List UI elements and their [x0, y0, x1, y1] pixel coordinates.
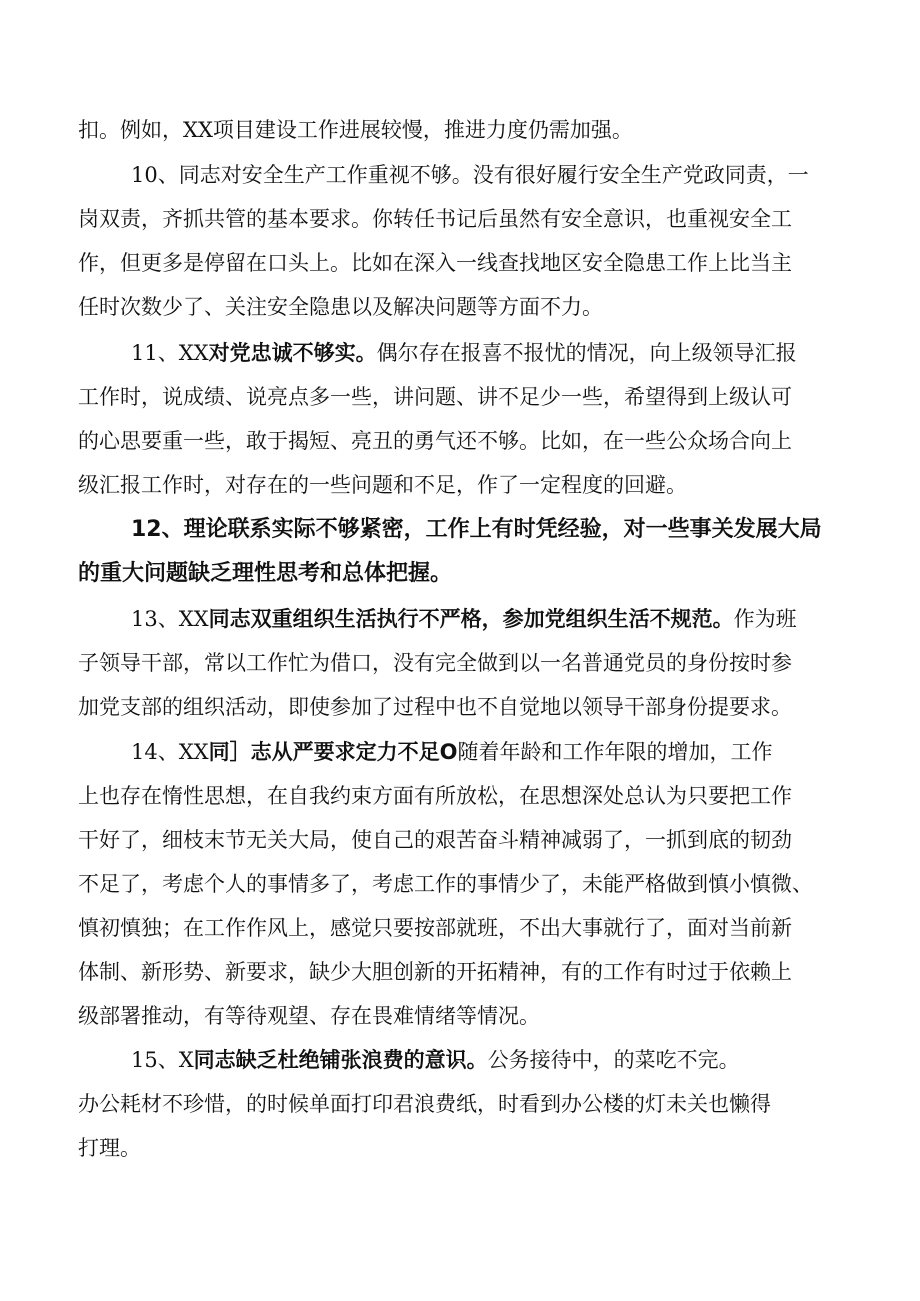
text-line: 加党支部的组织活动，即使参加了过程中也不自觉地以领导干部身份提要求。 [78, 695, 792, 719]
item-heading: 同志双重组织生活执行不严格，参加党组织生活不规范。 [208, 607, 734, 631]
item-text: 偶尔存在报喜不报忧的情况，向上级领导汇报 [376, 341, 797, 365]
text-line: 作，但更多是停留在口头上。比如在深入一线查找地区安全隐患工作上比当主 [78, 251, 792, 275]
item-text: 公务接待中，的菜吃不完。 [487, 1048, 740, 1072]
text-line: 的心思要重一些，敢于揭短、亮丑的勇气还不够。比如，在一些公众场合向上 [78, 429, 792, 453]
item-number: 14、XX [131, 740, 209, 764]
text-line: 级汇报工作时，对存在的一些问题和不足，作了一定程度的回避。 [78, 473, 687, 497]
item-number: 15、X [131, 1048, 194, 1072]
text-line: 慎初慎独；在工作作风上，感觉只要按部就班，不出大事就行了，面对当前新 [78, 916, 792, 940]
item-heading: 同志缺乏杜绝铺张浪费的意识。 [193, 1048, 488, 1072]
text-line: 岗双责，齐抓共管的基本要求。你转任书记后虽然有安全意识，也重视安全工 [78, 207, 792, 231]
text-line: 工作时，说成绩、说亮点多一些，讲问题、讲不足少一些，希望得到上级认可 [78, 385, 792, 409]
paragraph-11-start [131, 340, 797, 366]
item-number: 11、XX [131, 341, 209, 365]
paragraph-12-heading: 12、理论联系实际不够紧密，工作上有时凭经验，对一些事关发展大局 [131, 517, 822, 542]
item-number: 13、XX [131, 607, 209, 631]
paragraph-15-start [131, 1047, 740, 1073]
text-line: 体制、新形势、新要求，缺少大胆创新的开拓精神，有的工作有时过于依赖上 [78, 960, 792, 984]
text-line: 办公耗材不珍惜，的时候单面打印君浪费纸，时看到办公楼的灯未关也懒得 [78, 1092, 771, 1116]
paragraph-12-heading-cont: 的重大问题缺乏理性思考和总体把握。 [78, 561, 453, 586]
text-line: 任时次数少了、关注安全隐患以及解决问题等方面不力。 [78, 295, 603, 319]
text-line: 上也存在惰性思想，在自我约束方面有所放松，在思想深处总认为只要把工作 [78, 784, 792, 808]
paragraph-14-start [131, 739, 772, 765]
item-text: 作为班 [733, 607, 797, 631]
item-text: 随着年龄和工作年限的增加，工作 [457, 740, 773, 764]
paragraph-13-start [131, 606, 797, 632]
text-line: 级部署推动，有等待观望、存在畏难情绪等情况。 [78, 1004, 540, 1028]
text-line: 子领导干部，常以工作忙为借口，没有完全做到以一名普通党员的身份按时参 [78, 651, 792, 675]
item-heading: 对党忠诚不够实。 [208, 341, 377, 365]
text-line: 不足了，考虑个人的事情多了，考虑工作的事情少了，未能严格做到慎小慎微、 [78, 872, 813, 896]
text-line: 打理。 [78, 1136, 141, 1160]
text-line: 扣。例如，XX项目建设工作进展较慢，推进力度仍需加强。 [78, 118, 633, 142]
text-line: 干好了，细枝末节无关大局，使自己的艰苦奋斗精神减弱了，一抓到底的韧劲 [78, 828, 792, 852]
item-heading: 同］志从严要求定力不足O [208, 740, 458, 764]
paragraph-10-start: 10、同志对安全生产工作重视不够。没有很好履行安全生产党政同责，一 [131, 163, 809, 187]
